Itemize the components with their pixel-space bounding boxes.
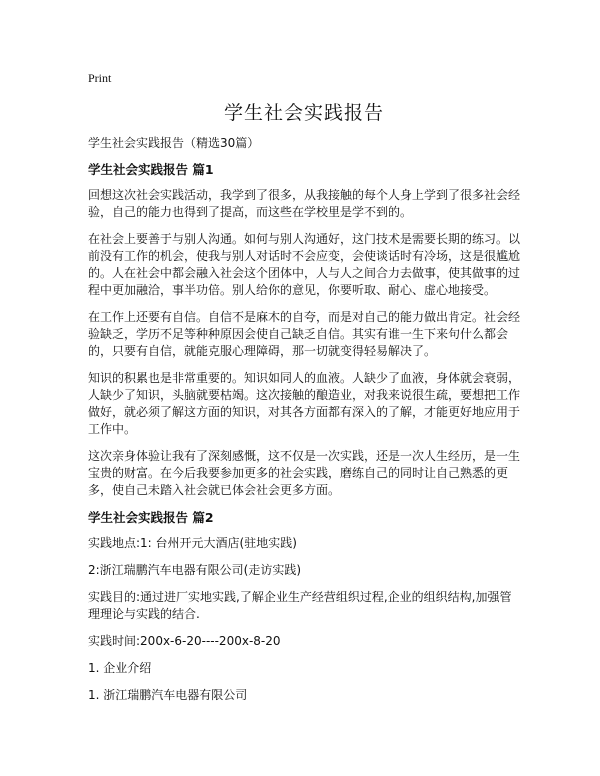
paragraph: 在社会上要善于与别人沟通。如何与别人沟通好，这门技术是需要长期的练习。以前没有工作的机会，使我与别人对话时不会应变，会使谈话时有冷场，这是很尴尬的。人在社会中都会融入社会这个团体中，人与人之间合力去做事，使其做事的过程中更加融洽，事半功倍。别人给你的意见，你要听取、耐心、虚心地接受。 bbox=[88, 232, 521, 297]
section-2 bbox=[88, 509, 520, 704]
document-page bbox=[88, 70, 520, 714]
paragraph: 实践地点:1: 台州开元大酒店(驻地实践) bbox=[88, 536, 297, 550]
section-1 bbox=[88, 161, 520, 499]
paragraph: 实践目的:通过进厂实地实践,了解企业生产经营组织过程,企业的组织结构,加强管理理论与实践的结合. bbox=[88, 590, 512, 621]
paragraph: 1. 浙江瑞鹏汽车电器有限公司 bbox=[88, 688, 248, 702]
document-subtitle: 学生社会实践报告（精选30篇） bbox=[88, 136, 260, 150]
paragraph: 2:浙江瑞鹏汽车电器有限公司(走访实践) bbox=[88, 563, 302, 577]
section-heading: 学生社会实践报告 篇1 bbox=[88, 162, 214, 177]
document-title: 学生社会实践报告 bbox=[223, 102, 384, 124]
print-label: Print bbox=[88, 71, 112, 85]
paragraph: 回想这次社会实践活动，我学到了很多，从我接触的每个人身上学到了很多社会经验，自己的能力也得到了提高，而这些在学校里是学不到的。 bbox=[88, 188, 521, 219]
paragraph: 这次亲身体验让我有了深刻感慨，这不仅是一次实践，还是一次人生经历，是一生宝贵的财富。在今后我要参加更多的社会实践，磨练自己的同时让自己熟悉的更多，使自己未踏入社会就已体会社会更多方面。 bbox=[88, 449, 521, 497]
paragraph: 实践时间:200x-6-20----200x-8-20 bbox=[88, 634, 281, 648]
paragraph: 在工作上还要有自信。自信不是麻木的自夸，而是对自己的能力做出肯定。社会经验缺乏，学历不足等种种原因会使自己缺乏自信。其实有谁一生下来句什么都会的，只要有自信，就能克服心理障碍，那一切就变得轻易解决了。 bbox=[88, 310, 521, 358]
paragraph: 知识的积累也是非常重要的。知识如同人的血液。人缺少了血液，身体就会衰弱，人缺少了知识，头脑就要枯竭。这次接触的酿造业，对我来说很生疏，要想把工作做好，就必须了解这方面的知识，对其各方面都有深入的了解，才能更好地应用于工作中。 bbox=[88, 371, 521, 436]
paragraph: 1. 企业介绍 bbox=[88, 661, 152, 675]
section-heading: 学生社会实践报告 篇2 bbox=[88, 510, 214, 525]
